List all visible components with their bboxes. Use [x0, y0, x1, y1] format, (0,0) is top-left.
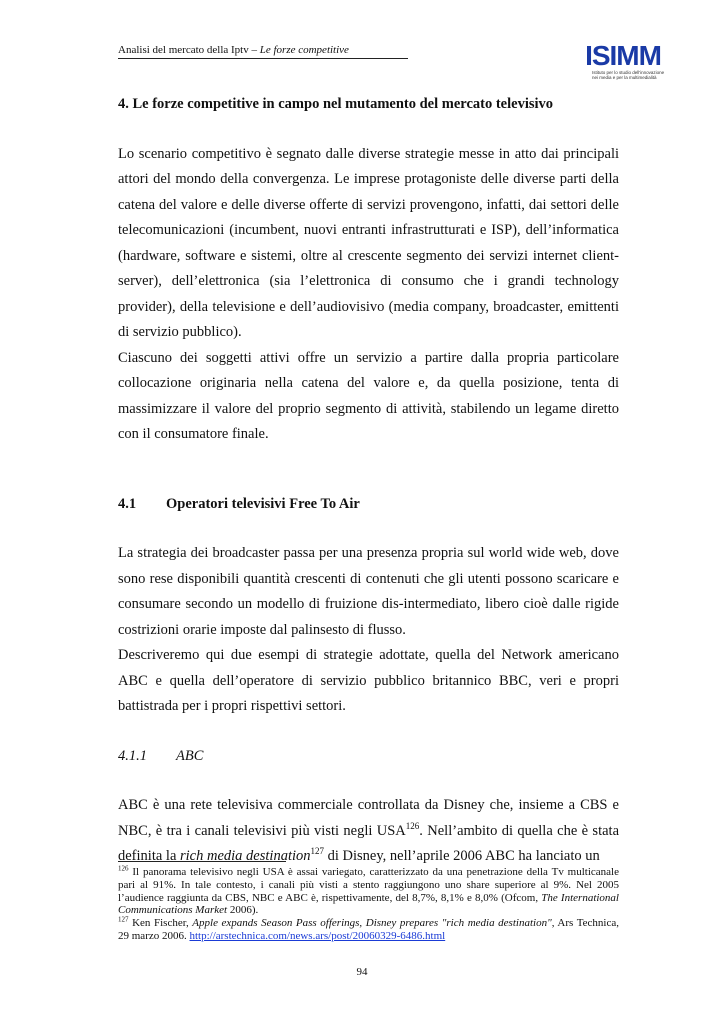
section-4-1-title: Operatori televisivi Free To Air	[166, 495, 360, 512]
section-4-1-number: 4.1	[118, 495, 137, 512]
footnote-127-after: , Ars Technica, 29 marzo 2006.	[118, 917, 619, 942]
footnote-127-italic: Apple expands Season Pass offerings, Disney prepares "rich media destination"	[192, 917, 552, 930]
footnote-127-number: 127	[118, 915, 129, 924]
isimm-logo	[585, 40, 665, 82]
arstechnica-link[interactable]: http://arstechnica.com/news.ars/post/20060329-6486.html	[189, 929, 446, 942]
header-rule	[118, 58, 408, 59]
section-4-para-2: Ciascuno dei soggetti attivi offre un servizio a partire dalla propria particolare collocazione originaria nella catena del valore e, da quella posizione, tenta di massimizzare il valore del proprio segmento di attività, stabilendo un legame diretto con il consumatore finale.	[118, 349, 619, 442]
footnote-126-end: 2006).	[227, 904, 259, 917]
abc-text-b: . Nell’ambito di quella che è stata definita la	[118, 822, 620, 864]
section-4-title: 4. Le forze competitive in campo nel mutamento del mercato televisivo	[118, 96, 554, 112]
logo-subtitle-1: Istituto per lo studio dell'innovazione	[592, 70, 665, 75]
section-4-para-1: Lo scenario competitivo è segnato dalle diverse strategie messe in atto dai principali attori del mondo della convergenza. Le imprese protagoniste delle diverse parti della catena del valore e delle diverse offerte di servizi provengono, infatti, dai settori delle telecomunicazioni (incumbent, nuovi entranti infrastrutturati e ISP), dell’informatica (hardware, software e sistemi, oltre al crescente segmento dei servizi internet client-server), dell’elettronica (sia l’elettronica di consumo che i grandi technology provider), della televisione e dell’audiovisivo (media company, broadcaster, emittenti di servizio pubblico).	[118, 145, 619, 340]
footnote-126-italic: The International Communications Market	[118, 891, 619, 917]
isimm-logo-icon	[585, 40, 661, 71]
abc-text-italic: rich media destination	[180, 848, 311, 864]
section-4-1-para-2: Descriveremo qui due esempi di strategie adottate, quella del Network americano ABC e quella dell’operatore di servizio pubblico britannico BBC, veri e propri battistrada per i propri rispettivi settori.	[118, 647, 619, 714]
footnote-ref-127[interactable]: 127	[310, 846, 325, 857]
running-title-italic: Le forze competitive	[259, 44, 349, 56]
abc-text-c: di Disney, nell’aprile 2006 ABC ha lanciato un	[324, 848, 600, 864]
body-text	[118, 92, 620, 873]
section-4-1-1-heading	[118, 744, 619, 770]
footnote-126	[118, 866, 619, 917]
logo-wordmark: ISIMM	[585, 40, 661, 71]
running-header	[118, 44, 408, 56]
page-number: 94	[356, 966, 368, 978]
section-4-1-heading	[118, 492, 619, 518]
footnote-ref-126[interactable]: 126	[405, 820, 420, 831]
footnote-126-text: Il panorama televisivo negli USA è assai variegato, caratterizzato da una penetrazione della Tv multicanale pari al 91%. In tale contesto, i canali più visti a stento raggiungono uno share superiore al 9%. Nel 2005 l’audience raggiunta da CBS, NBC e ABC è, rispettivamente, del 8,7%, 8,1% e 8,0% (Ofcom,	[118, 866, 619, 904]
footnote-rule	[118, 861, 286, 862]
running-title: Analisi del mercato della Iptv –	[118, 44, 260, 56]
section-4-1-1-title: ABC	[176, 747, 204, 764]
footnote-127-text: Ken Fischer,	[128, 917, 193, 930]
section-4-1-para-1: La strategia dei broadcaster passa per una presenza propria sul world wide web, dove sono rese disponibili quantità crescenti di contenuti che gli utenti possono scaricare e consumare secondo un modello di fruizione dis-intermediato, libero cioè dalle rigide costrizioni orarie imposte dal palinsesto di flusso.	[118, 545, 619, 638]
section-4-1-1-para	[118, 793, 620, 873]
footnote-126-number: 126	[118, 864, 129, 873]
footnotes	[118, 866, 619, 943]
abc-text-a: ABC è una rete televisiva commerciale controllata da Disney che, insieme a CBS e NBC, è tra i canali televisivi più visti negli USA	[118, 797, 619, 839]
logo-subtitle-2: nei media e per la multimedialità	[592, 75, 657, 80]
section-4-1-1-number: 4.1.1	[118, 747, 147, 764]
footnote-127	[118, 917, 619, 943]
